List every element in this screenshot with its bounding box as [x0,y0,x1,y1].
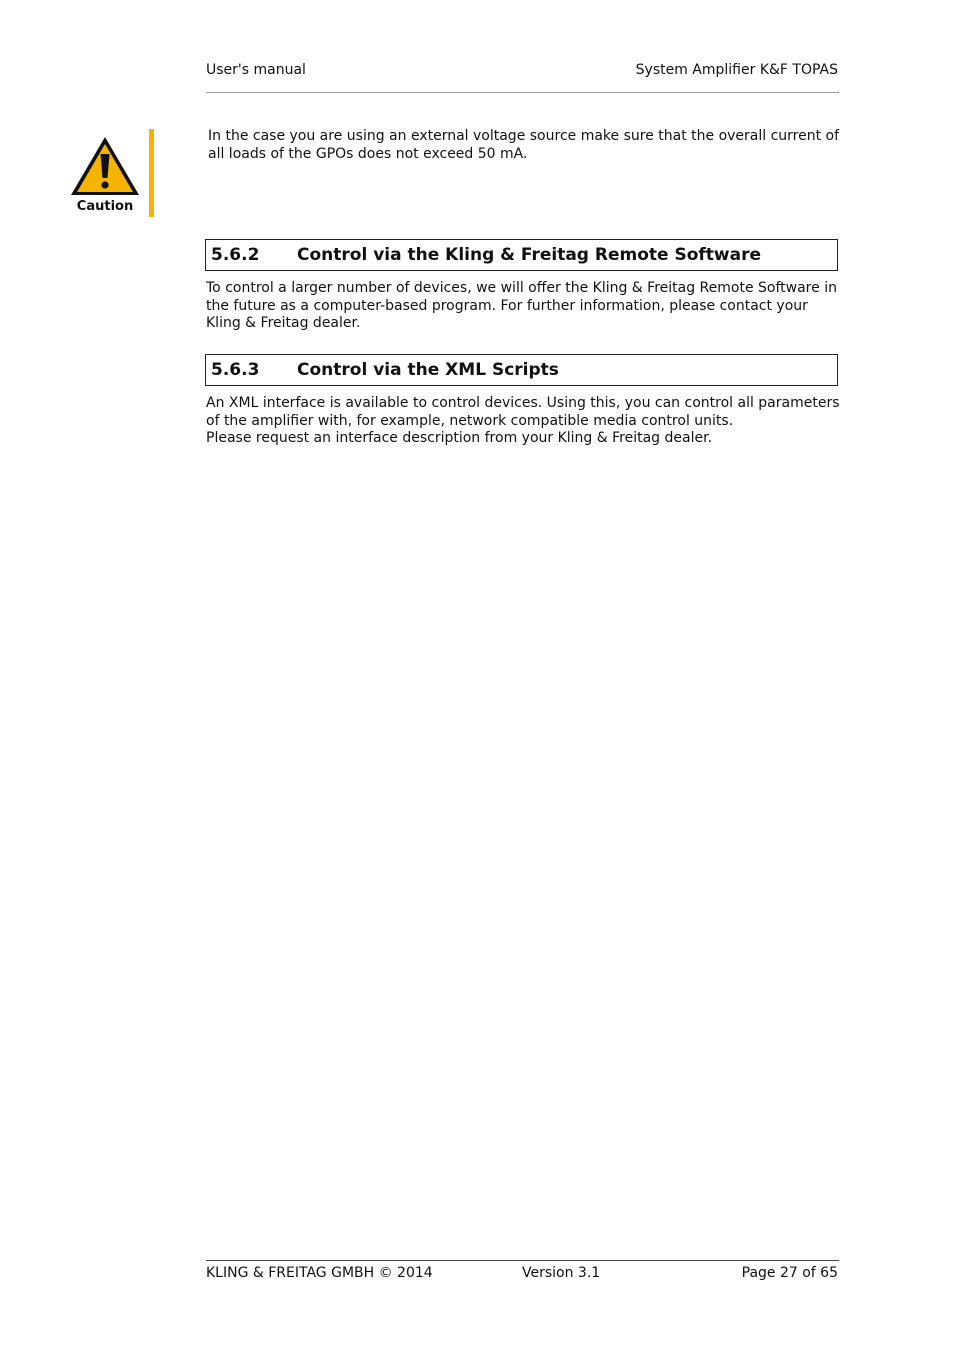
caution-label: Caution [76,199,134,214]
footer-page-number: Page 27 of 65 [741,1265,838,1281]
footer-copyright: KLING & FREITAG GMBH © 2014 [206,1265,433,1281]
section-number: 5.6.3 [211,360,260,380]
section-title: Control via the XML Scripts [297,360,559,380]
section-5-6-3-body-1: An XML interface is available to control devices. Using this, you can control all parameters of the amplifier with, for example, network compatible media control units. [206,395,840,429]
section-heading-5-6-2 [205,239,838,271]
warning-triangle-icon [69,134,141,198]
footer-divider [206,1260,839,1261]
caution-side-bar [149,129,154,217]
section-title: Control via the Kling & Freitag Remote Software [297,245,762,265]
section-number: 5.6.2 [211,245,260,265]
header-divider [206,92,839,93]
section-heading-5-6-3 [205,354,838,386]
caution-text: In the case you are using an external voltage source make sure that the overall current of all loads of the GPOs does not exceed 50 mA. [208,128,840,162]
section-5-6-2-body: To control a larger number of devices, we will offer the Kling & Freitag Remote Software in the future as a computer-based program. For further information, please contact your Kling & Freitag dealer. [206,280,837,331]
header-manual-label: User's manual [206,62,306,78]
header-product-title: System Amplifier K&F TOPAS [635,62,838,78]
section-5-6-3-body-2: Please request an interface description from your Kling & Freitag dealer. [206,430,713,446]
footer-version: Version 3.1 [522,1265,601,1281]
